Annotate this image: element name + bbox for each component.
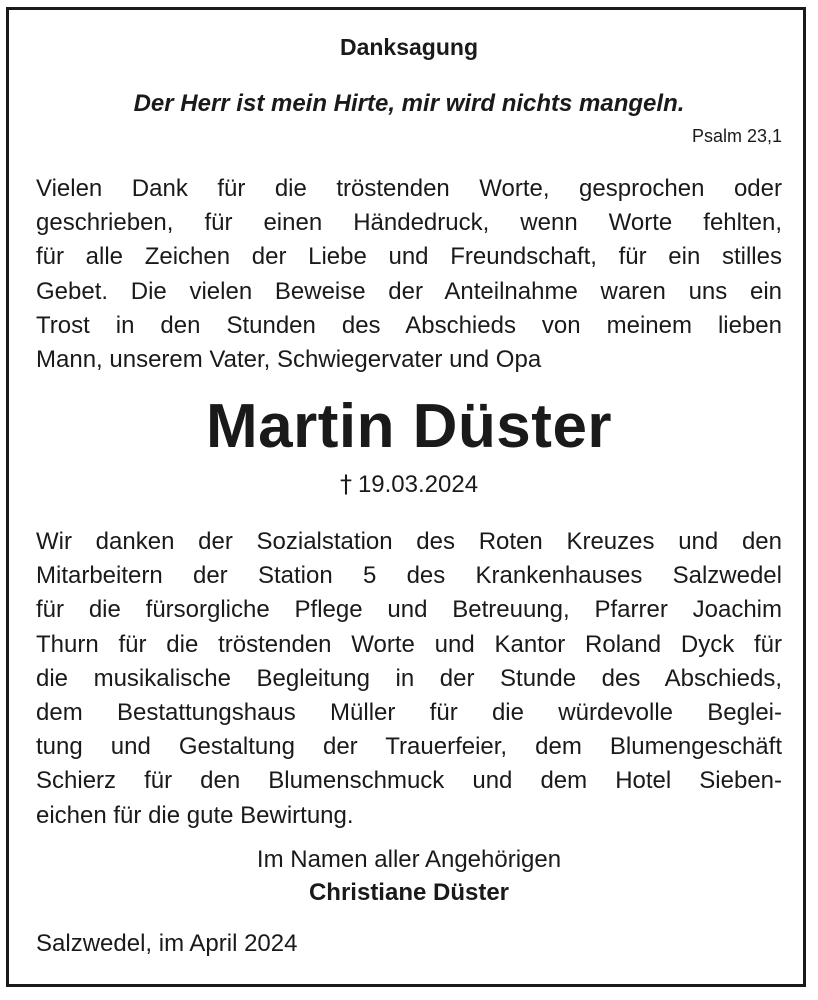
cross-icon: † bbox=[339, 470, 352, 498]
signer-name: Christiane Düster bbox=[308, 879, 510, 906]
place-and-date: Salzwedel, im April 2024 bbox=[36, 930, 298, 957]
verse-reference: Psalm 23,1 bbox=[691, 126, 782, 146]
paragraph-line: eichen für die gute Bewirtung. bbox=[36, 801, 354, 829]
paragraph-line: für alle Zeichen der Liebe und Freundschaft, für ein stilles bbox=[36, 243, 782, 271]
paragraph-line: Trost in den Stunden des Abschieds von meinem lieben bbox=[36, 311, 782, 339]
paragraph-line: die musikalische Begleitung in der Stunde des Abschieds, bbox=[36, 664, 782, 692]
notice-heading: Danksagung bbox=[339, 34, 479, 60]
thanks-paragraph bbox=[36, 172, 782, 377]
death-date-line bbox=[0, 468, 818, 501]
death-date: 19.03.2024 bbox=[357, 471, 479, 498]
paragraph-line: Wir danken der Sozialstation des Roten Kreuzes und den bbox=[36, 528, 782, 555]
paragraph-line: Mitarbeitern der Station 5 des Krankenhauses Salzwedel bbox=[36, 562, 782, 590]
acknowledgements-paragraph bbox=[36, 525, 782, 833]
paragraph-line: tung und Gestaltung der Trauerfeier, dem Blumengeschäft bbox=[36, 733, 782, 761]
paragraph-line: für die fürsorgliche Pflege und Betreuung, Pfarrer Joachim bbox=[36, 596, 782, 624]
paragraph-line: Mann, unserem Vater, Schwiegervater und Opa bbox=[36, 346, 542, 374]
paragraph-line: geschrieben, für einen Händedruck, wenn Worte fehlten, bbox=[36, 209, 782, 237]
deceased-name: Martin Düster bbox=[205, 392, 613, 461]
paragraph-line: dem Bestattungshaus Müller für die würdevolle Beglei- bbox=[36, 699, 782, 727]
bible-verse: Der Herr ist mein Hirte, mir wird nichts mangeln. bbox=[133, 90, 685, 117]
paragraph-line: Gebet. Die vielen Beweise der Anteilnahme waren uns ein bbox=[36, 277, 782, 305]
signoff-block bbox=[0, 843, 818, 909]
paragraph-line: Schierz für den Blumenschmuck und dem Hotel Sieben- bbox=[36, 767, 782, 795]
signoff-line: Im Namen aller Angehörigen bbox=[256, 846, 562, 873]
paragraph-line: Thurn für die tröstenden Worte und Kantor Roland Dyck für bbox=[36, 630, 782, 658]
paragraph-line: Vielen Dank für die tröstenden Worte, gesprochen oder bbox=[36, 175, 782, 202]
